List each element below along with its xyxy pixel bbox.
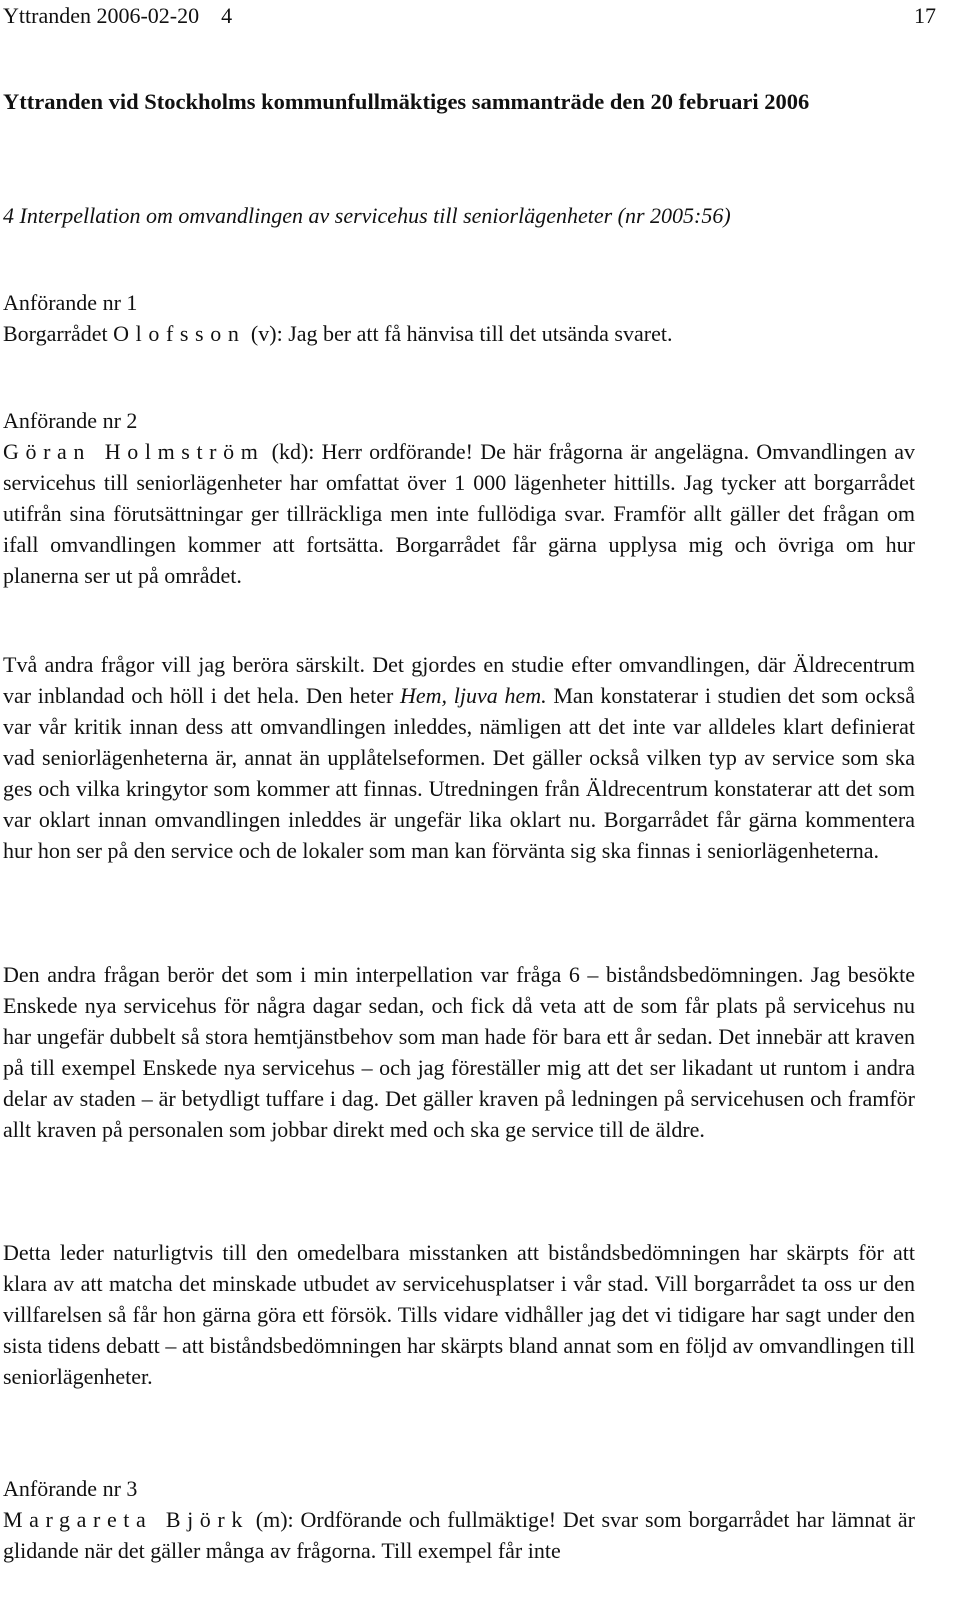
- agenda-item-heading: 4 Interpellation om omvandlingen av servicehus till seniorlägenheter (nr 2005:56): [3, 203, 731, 228]
- speaker-name: Margareta Björk: [3, 1507, 249, 1532]
- speech-1: [3, 287, 915, 349]
- speech-2: [3, 405, 915, 591]
- page-header: [3, 0, 936, 31]
- speaker-prefix: Borgarrådet: [3, 321, 114, 346]
- header-page-number: 17: [914, 3, 936, 28]
- speaker-party: (kd):: [264, 439, 322, 464]
- study-title: Hem, ljuva hem.: [400, 683, 547, 708]
- speech-1-heading: Anförande nr 1: [3, 290, 138, 315]
- speaker-name: Göran Holmström: [3, 439, 265, 464]
- speaker-name: Olofsson: [113, 321, 246, 346]
- speech-2-paragraph-3: Den andra frågan berör det som i min interpellation var fråga 6 – biståndsbedömningen. Jag besökte Enskede nya servicehus för några dagar sedan, och fick då veta att de som får plats på servicehus nu har ungefär dubbelt så stora hemtjänstbehov som man hade för bara ett år sedan. Det innebär att kraven på till exempel Enskede nya servicehus – och jag föreställer mig att det ser likadant ut runtom i andra delar av staden – är betydligt tuffare i dag. Det gäller kraven på ledningen på servicehusen och framför allt kraven på personalen som jobbar direkt med och ska ge service till de äldre.: [3, 962, 915, 1142]
- speech-3: [3, 1473, 915, 1566]
- speaker-party: (m):: [248, 1507, 301, 1532]
- document-title: Yttranden vid Stockholms kommunfullmäktiges sammanträde den 20 februari 2006: [3, 89, 810, 114]
- speech-2-paragraph-1: [3, 436, 915, 591]
- speech-3-paragraph-1: [3, 1504, 915, 1566]
- speech-text: Jag ber att få hänvisa till det utsända svaret.: [288, 321, 673, 346]
- speech-3-heading: Anförande nr 3: [3, 1476, 138, 1501]
- speech-2-heading: Anförande nr 2: [3, 408, 138, 433]
- paragraph-text: Man konstaterar i studien det som också var vår kritik innan dess att omvandlingen inleddes, nämligen att det inte var alldeles klart definierat vad seniorlägenheterna är, annat än upplåtelseformen. Det gäller också vilken typ av service som ska ges och vilka kringytor som kommer att finnas. Utredningen från Äldrecentrum konstaterar att det som var oklart innan omvandlingen inleddes är ungefär lika oklart nu. Borgarrådet får gärna kommentera hur hon ser på den service och de lokaler som man kan förvänta sig ska finnas i seniorlägenheterna.: [3, 683, 915, 863]
- speech-text: Herr ordförande! De här frågorna är angelägna. Omvandlingen av servicehus till seniorlägenheter har omfattat över 1 000 lägenheter hittills. Jag tycker att borgarrådet utifrån sina förutsättningar ger tillräckliga men inte fullödiga svar. Framför allt gäller det frågan om ifall omvandlingen kommer att fortsätta. Borgarrådet får gärna upplysa mig och övriga om hur planerna ser ut på området.: [3, 439, 916, 588]
- speech-text: Ordförande och fullmäktige! Det svar som borgarrådet har lämnat är glidande när det gäller många av frågorna. Till exempel får inte: [3, 1507, 915, 1563]
- header-date-section: Yttranden 2006-02-20 4: [3, 3, 233, 28]
- speech-1-body: [3, 318, 915, 349]
- speech-2-paragraph-4: Detta leder naturligtvis till den omedelbara misstanken att biståndsbedömningen har skärpts för att klara av att matcha det minskade utbudet av servicehusplatser i vår stad. Vill borgarrådet ta oss ur den villfarelsen så får hon gärna göra ett försök. Tills vidare vidhåller jag det vi tidigare har sagt under den sista tidens debatt – att biståndsbedömningen har skärpts bland annat som en följd av omvandlingen till seniorlägenheter.: [3, 1240, 915, 1389]
- paragraph-text: Två andra frågor vill jag beröra särskilt. Det gjordes en studie efter omvandlingen, där Äldrecentrum var inblandad och höll i det hela. Den heter: [3, 652, 915, 708]
- speaker-party: (v):: [245, 321, 289, 346]
- speech-2-paragraph-2: [3, 649, 915, 866]
